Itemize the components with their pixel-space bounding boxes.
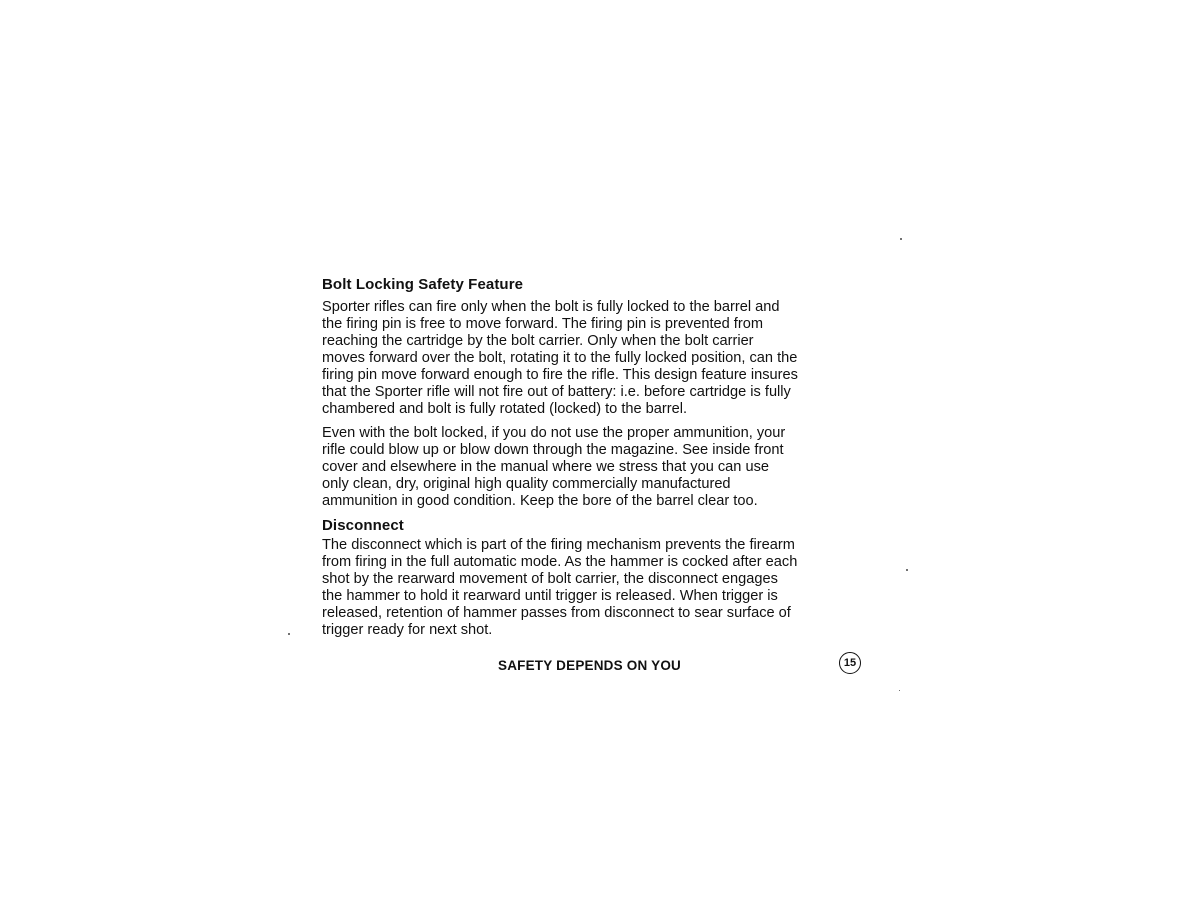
text-line: reaching the cartridge by the bolt carrier. Only when the bolt carrier <box>322 333 754 349</box>
text-line: The disconnect which is part of the firing mechanism prevents the firearm <box>322 537 795 553</box>
text-line: Sporter rifles can fire only when the bolt is fully locked to the barrel and <box>322 299 780 315</box>
text-line: cover and elsewhere in the manual where we stress that you can use <box>322 459 769 475</box>
paragraph-bolt-locking-2 <box>322 425 870 510</box>
page-footer <box>322 656 870 676</box>
text-line: from firing in the full automatic mode. As the hammer is cocked after each <box>322 554 798 570</box>
scan-speck <box>900 238 902 240</box>
text-line: trigger ready for next shot. <box>322 622 493 638</box>
text-line: the firing pin is free to move forward. The firing pin is prevented from <box>322 316 763 332</box>
document-page <box>322 276 870 646</box>
scan-speck <box>899 690 900 691</box>
text-line: released, retention of hammer passes from disconnect to sear surface of <box>322 605 791 621</box>
text-line: chambered and bolt is fully rotated (locked) to the barrel. <box>322 401 688 417</box>
scan-speck <box>288 633 290 635</box>
scan-speck <box>906 569 908 571</box>
section-heading-disconnect: Disconnect <box>322 517 404 534</box>
section-heading-bolt-locking: Bolt Locking Safety Feature <box>322 276 524 293</box>
paragraph-disconnect <box>322 537 870 639</box>
text-line: shot by the rearward movement of bolt carrier, the disconnect engages <box>322 571 778 587</box>
text-line: ammunition in good condition. Keep the bore of the barrel clear too. <box>322 493 758 509</box>
text-line: Even with the bolt locked, if you do not use the proper ammunition, your <box>322 425 786 441</box>
text-line: rifle could blow up or blow down through the magazine. See inside front <box>322 442 784 458</box>
text-line: the hammer to hold it rearward until trigger is released. When trigger is <box>322 588 778 604</box>
text-line: only clean, dry, original high quality commercially manufactured <box>322 476 731 492</box>
text-line: firing pin move forward enough to fire the rifle. This design feature insures <box>322 367 798 383</box>
text-line: moves forward over the bolt, rotating it to the fully locked position, can the <box>322 350 798 366</box>
text-line: that the Sporter rifle will not fire out of battery: i.e. before cartridge is fully <box>322 384 791 400</box>
paragraph-bolt-locking-1 <box>322 299 870 418</box>
page-number-badge: 15 <box>839 652 861 674</box>
footer-slogan: SAFETY DEPENDS ON YOU <box>498 658 681 673</box>
